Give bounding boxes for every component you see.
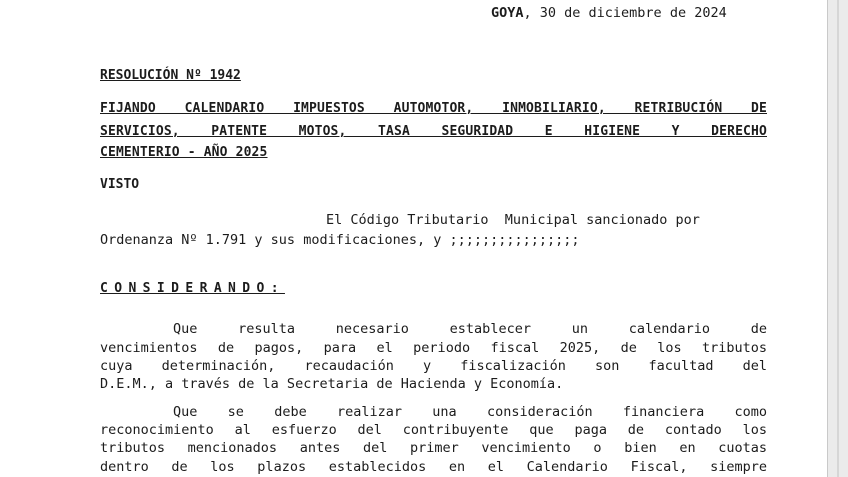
para1-line-2: vencimientos de pagos, para el periodo fiscal 2025, de los tributos bbox=[100, 340, 767, 356]
considerando-heading: CONSIDERANDO: bbox=[100, 281, 285, 296]
para2-line-1: Que se debe realizar una consideración financiera como bbox=[173, 404, 767, 420]
resolution-title-line-1: FIJANDO CALENDARIO IMPUESTOS AUTOMOTOR, INMOBILIARIO, RETRIBUCIÓN DE bbox=[100, 101, 767, 116]
para1-line-1: Que resulta necesario establecer un calendario de bbox=[173, 321, 767, 337]
viewer-scrollbar[interactable] bbox=[827, 0, 848, 477]
para1-line-4: D.E.M., a través de la Secretaria de Hacienda y Economía. bbox=[100, 376, 564, 392]
date-text: , 30 de diciembre de 2024 bbox=[523, 5, 727, 21]
visto-line-2: Ordenanza Nº 1.791 y sus modificaciones, y ;;;;;;;;;;;;;;;; bbox=[100, 232, 580, 248]
para2-line-4: dentro de los plazos establecidos en el Calendario Fiscal, siempre bbox=[100, 459, 767, 475]
para2-line-2: reconocimiento al esfuerzo del contribuyente que paga de contado los bbox=[100, 422, 767, 438]
visto-line-1: El Código Tributario Municipal sancionado por bbox=[326, 212, 700, 228]
date-line bbox=[491, 5, 727, 21]
resolution-title-line-2: SERVICIOS, PATENTE MOTOS, TASA SEGURIDAD E HIGIENE Y DERECHO bbox=[100, 124, 767, 139]
place-name: GOYA bbox=[491, 5, 524, 21]
visto-heading: VISTO bbox=[100, 177, 140, 192]
resolution-number: RESOLUCIÓN Nº 1942 bbox=[100, 68, 241, 83]
resolution-title-line-3: CEMENTERIO - AÑO 2025 bbox=[100, 145, 268, 160]
para1-line-3: cuya determinación, recaudación y fiscalización son facultad del bbox=[100, 358, 767, 374]
para2-line-3: tributos mencionados antes del primer vencimiento o bien en cuotas bbox=[100, 440, 767, 456]
